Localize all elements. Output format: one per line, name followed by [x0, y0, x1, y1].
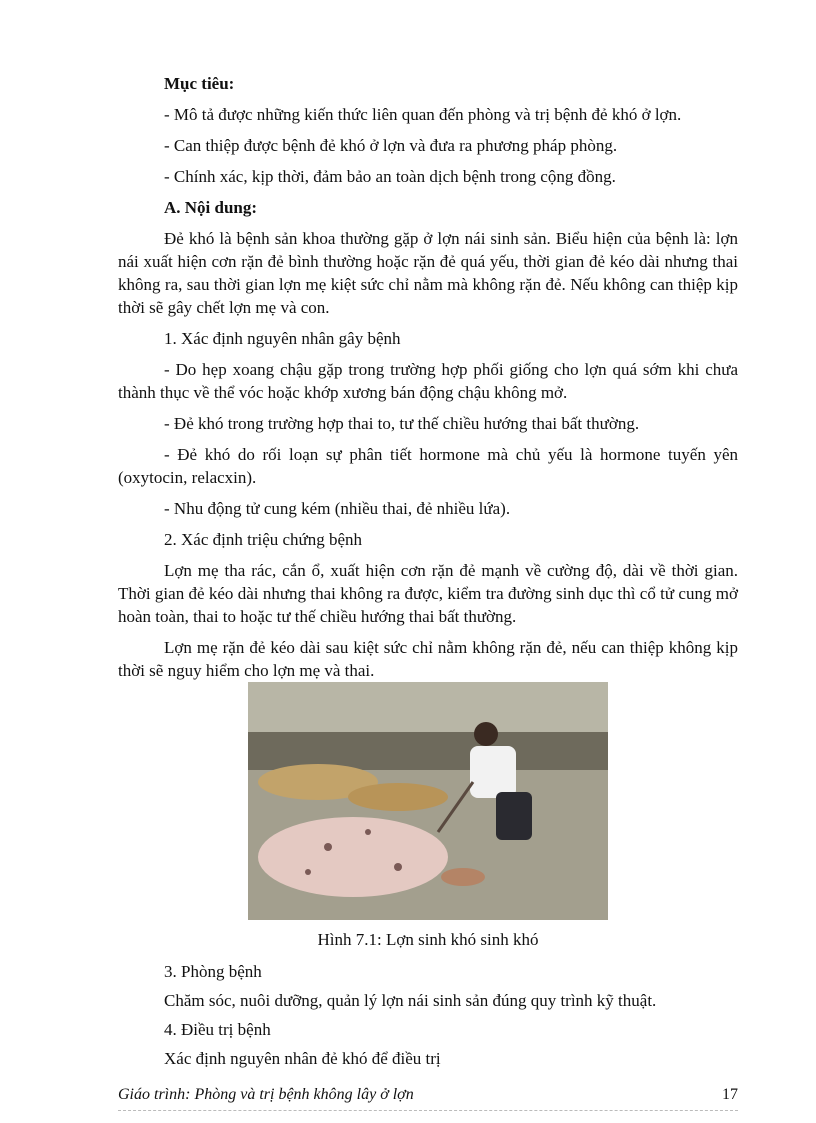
treatment-paragraph: Xác định nguyên nhân đẻ khó để điều trị — [164, 1049, 441, 1068]
figure-caption: Hình 7.1: Lợn sinh khó sinh khó — [317, 930, 539, 949]
footer-divider — [118, 1110, 738, 1111]
after-figure-content — [118, 960, 738, 1076]
section-title: 2. Xác định triệu chứng bệnh — [164, 530, 363, 549]
goal-item: - Can thiệp được bệnh đẻ khó ở lợn và đưa ra phương pháp phòng. — [164, 136, 618, 155]
cause-item: - Đẻ khó do rối loạn sự phân tiết hormone mà chủ yếu là hormone tuyến yên (oxytocin, relacxin). — [118, 445, 738, 487]
content-heading: A. Nội dung: — [164, 198, 258, 217]
goal-item: - Mô tả được những kiến thức liên quan đến phòng và trị bệnh đẻ khó ở lợn. — [164, 105, 682, 124]
figure-photo — [248, 682, 608, 920]
footer-title: Giáo trình: Phòng và trị bệnh không lây ở lợn — [118, 1086, 414, 1103]
section-title: 1. Xác định nguyên nhân gây bệnh — [164, 329, 401, 348]
intro-paragraph: Đẻ khó là bệnh sản khoa thường gặp ở lợn nái sinh sản. Biểu hiện của bệnh là: lợn nái xuất hiện cơn rặn đẻ bình thường hoặc rặn đẻ quá yếu, thời gian đẻ kéo dài nhưng thai không ra, sau thời gian lợn mẹ kiệt sức chỉ nằm mà không rặn đẻ. Nếu không can thiệp kịp thời sẽ gây chết lợn mẹ và con. — [118, 229, 738, 317]
goal-item: - Chính xác, kịp thời, đảm bảo an toàn dịch bệnh trong cộng đồng. — [164, 167, 616, 186]
symptom-paragraph: Lợn mẹ rặn đẻ kéo dài sau kiệt sức chỉ nằm không rặn đẻ, nếu can thiệp không kịp thời sẽ nguy hiểm cho lợn mẹ và thai. — [118, 638, 738, 680]
photo-illustration — [248, 682, 608, 920]
cause-item: - Đẻ khó trong trường hợp thai to, tư thế chiều hướng thai bất thường. — [164, 414, 640, 433]
symptom-paragraph: Lợn mẹ tha rác, cắn ổ, xuất hiện cơn rặn đẻ mạnh về cường độ, dài về thời gian. Thời gian đẻ kéo dài nhưng thai không ra được, kiểm tra đường sinh dục thì cổ tử cung mở hoàn toàn, thai to hoặc tư thế chiều hướng thai bất thường. — [118, 561, 738, 626]
cause-item: - Do hẹp xoang chậu gặp trong trường hợp phối giống cho lợn quá sớm khi chưa thành thục về thể vóc hoặc khớp xương bán động chậu không mở. — [118, 360, 738, 402]
page-number: 17 — [722, 1086, 738, 1103]
section-title: 3. Phòng bệnh — [164, 962, 262, 981]
main-content — [118, 72, 738, 690]
section-title: 4. Điều trị bệnh — [164, 1020, 271, 1039]
cause-item: - Nhu động tử cung kém (nhiều thai, đẻ nhiều lứa). — [164, 499, 511, 518]
prevention-paragraph: Chăm sóc, nuôi dưỡng, quản lý lợn nái sinh sản đúng quy trình kỹ thuật. — [164, 991, 657, 1010]
goals-heading: Mục tiêu: — [164, 74, 235, 93]
